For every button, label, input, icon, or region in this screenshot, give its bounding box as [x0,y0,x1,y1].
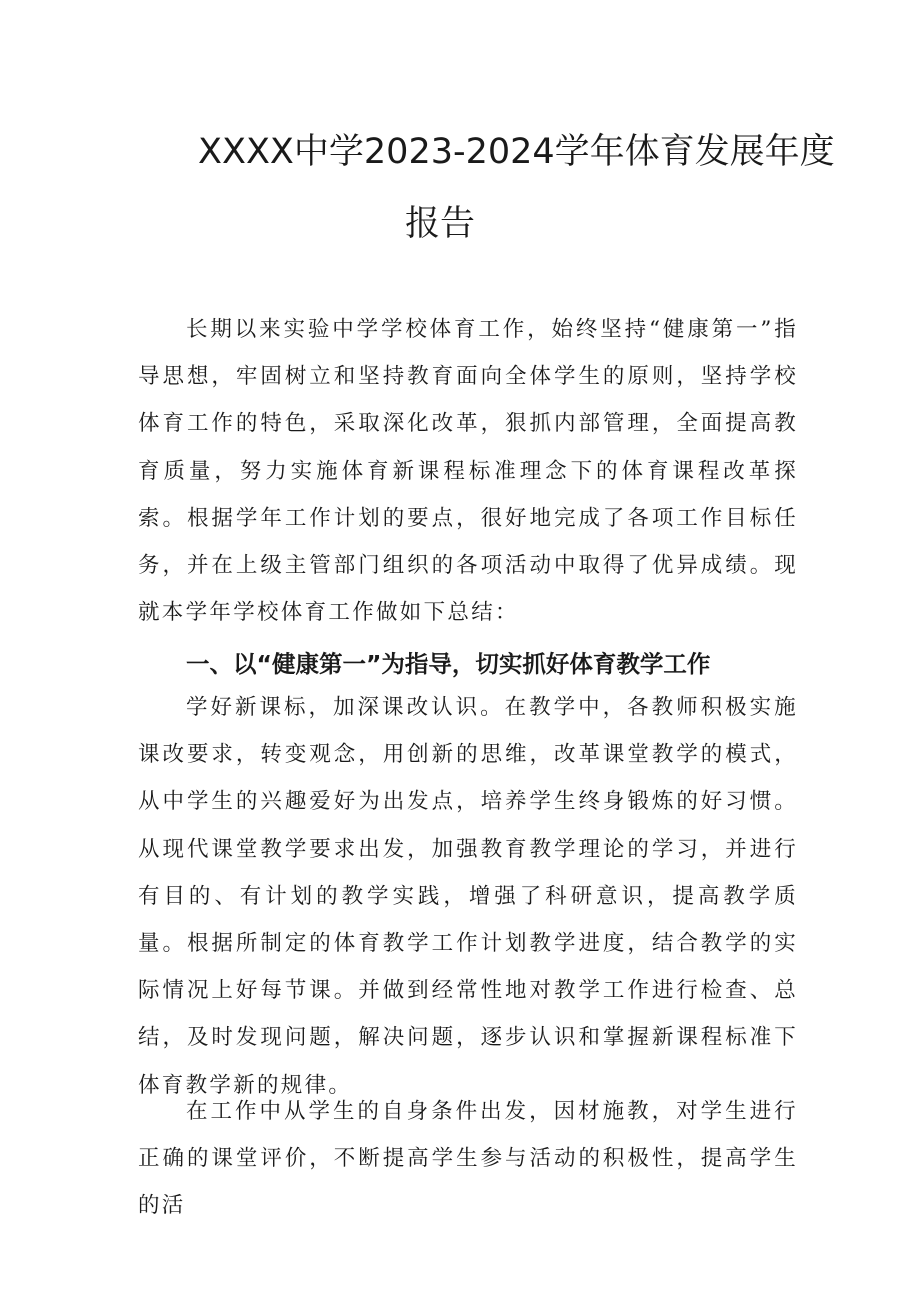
section-heading: 一、以“健康第一”为指导，切实抓好体育教学工作 [186,650,711,678]
document-title-line1: XXXX中学2023-2024学年体育发展年度 [198,132,835,172]
paragraph-evaluation: 在工作中从学生的自身条件出发，因材施教，对学生进行正确的课堂评价，不断提高学生参与活动的积极性，提高学生的活 [138,1099,798,1219]
paragraph-intro: 长期以来实验中学学校体育工作，始终坚持“健康第一”指导思想，牢固树立和坚持教育面向全体学生的原则，坚持学校体育工作的特色，采取深化改革，狠抓内部管理，全面提高教育质量，努力实施体育新课程标准理念下的体育课程改革探索。根据学年工作计划的要点，很好地完成了各项工作目标任务，并在上级主管部门组织的各项活动中取得了优异成绩。现就本学年学校体育工作做如下总结： [138,317,798,626]
paragraph-teaching: 学好新课标，加深课改认识。在教学中，各教师积极实施课改要求，转变观念，用创新的思维，改革课堂教学的模式，从中学生的兴趣爱好为出发点，培养学生终身锻炼的好习惯。从现代课堂教学要求出发，加强教育教学理论的学习，并进行有目的、有计划的教学实践，增强了科研意识，提高教学质量。根据所制定的体育教学工作计划教学进度，结合教学的实际情况上好每节课。并做到经常性地对教学工作进行检查、总结，及时发现问题，解决问题，逐步认识和掌握新课程标准下体育教学新的规律。 [138,695,798,1098]
document-title-line2: 报告 [405,204,476,244]
